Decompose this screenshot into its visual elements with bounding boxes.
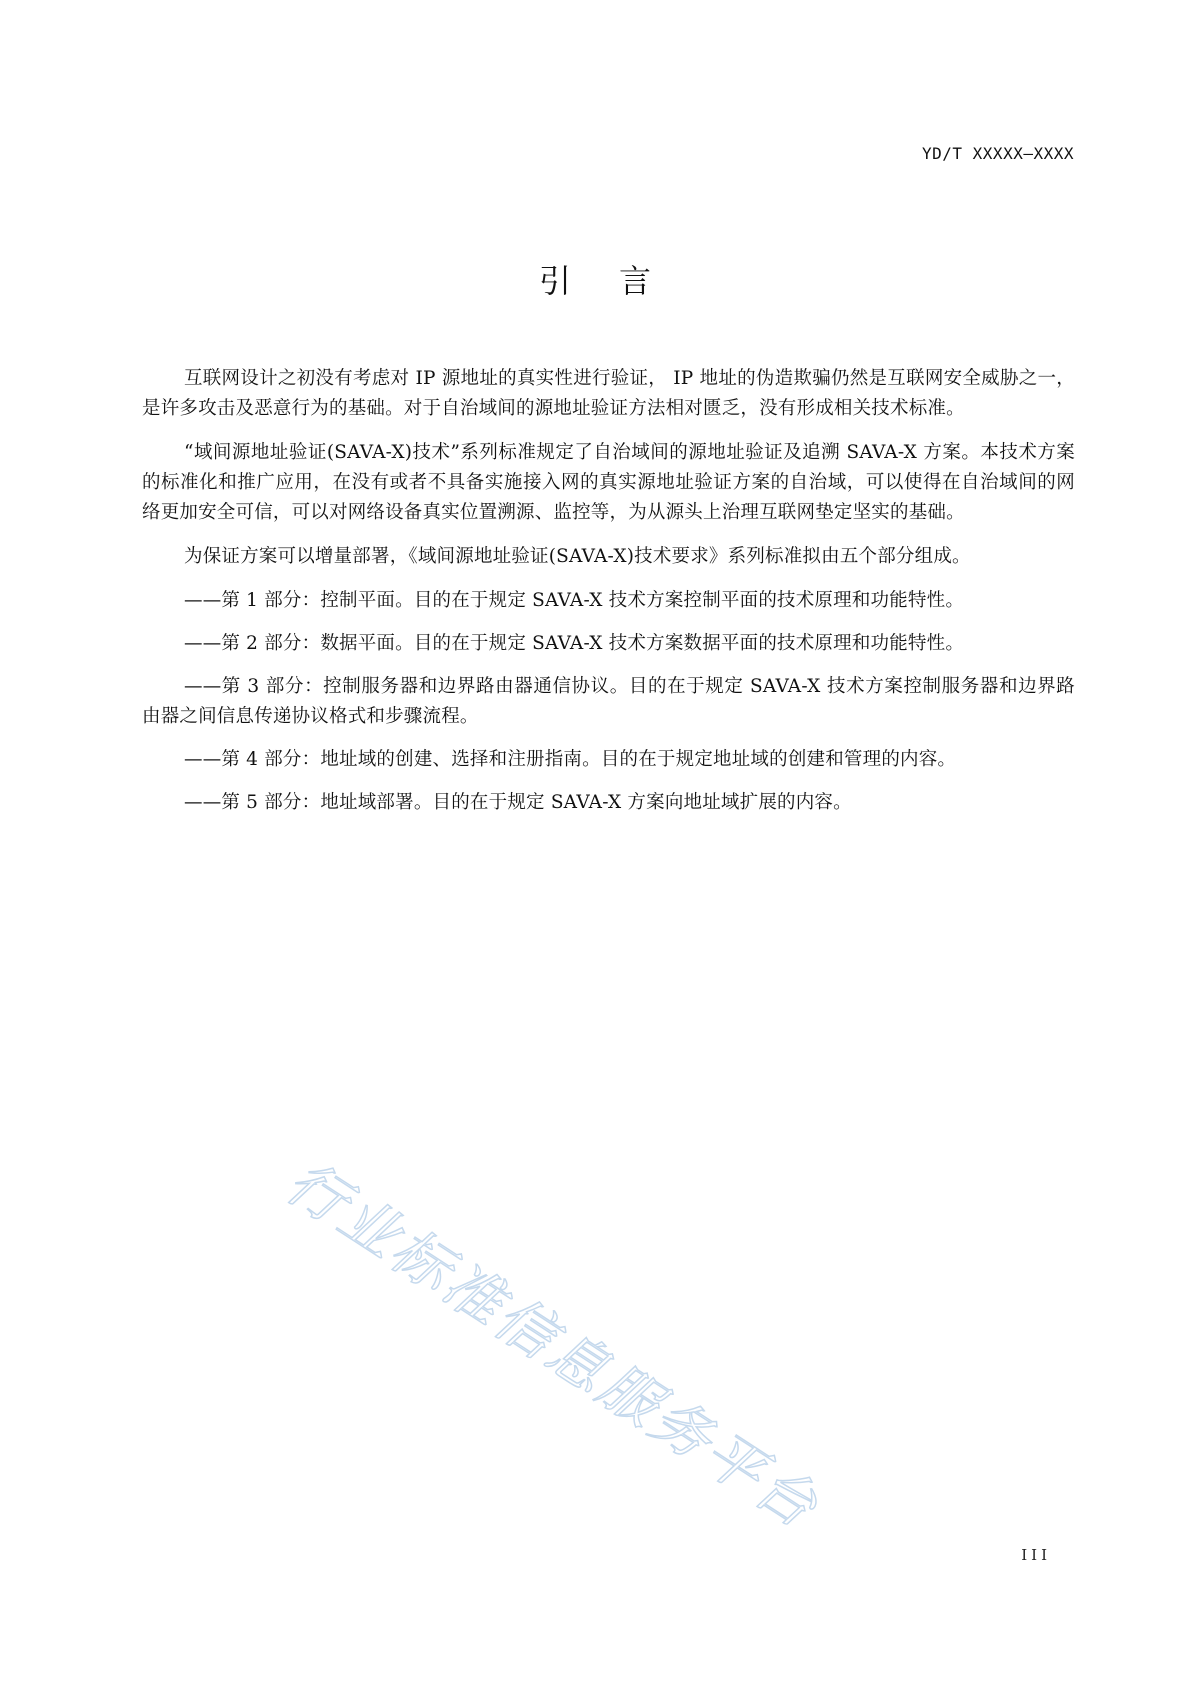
part-item-4: ——第 4 部分：地址域的创建、选择和注册指南。目的在于规定地址域的创建和管理的内容。 — [184, 749, 957, 770]
intro-paragraph-1: 互联网设计之初没有考虑对 IP 源地址的真实性进行验证， IP 地址的伪造欺骗仍然是互联网安全威胁之一，是许多攻击及恶意行为的基础。对于自治域间的源地址验证方法相对匮乏，没有形成相关技术标准。 — [142, 368, 1075, 419]
page-number: III — [1021, 1546, 1051, 1564]
part-item-5: ——第 5 部分：地址域部署。目的在于规定 SAVA-X 方案向地址域扩展的内容。 — [184, 792, 852, 813]
part-item-1: ——第 1 部分：控制平面。目的在于规定 SAVA-X 技术方案控制平面的技术原理和功能特性。 — [184, 590, 965, 611]
part-item-3: ——第 3 部分：控制服务器和边界路由器通信协议。目的在于规定 SAVA-X 技术方案控制服务器和边界路由器之间信息传递协议格式和步骤流程。 — [142, 676, 1075, 727]
intro-paragraph-2: “域间源地址验证(SAVA-X)技术”系列标准规定了自治域间的源地址验证及追溯 SAVA-X 方案。本技术方案的标准化和推广应用，在没有或者不具备实施接入网的真实源地址验证方案的自治域，可以使得在自治域间的网络更加安全可信，可以对网络设备真实位置溯源、监控等，为从源头上治理互联网垫定坚实的基础。 — [142, 442, 1075, 523]
part-item-2: ——第 2 部分：数据平面。目的在于规定 SAVA-X 技术方案数据平面的技术原理和功能特性。 — [184, 633, 965, 654]
intro-paragraph-3: 为保证方案可以增量部署，《域间源地址验证(SAVA-X)技术要求》系列标准拟由五个部分组成。 — [184, 546, 971, 567]
page-title: 引言 — [538, 262, 699, 300]
document-code: YD/T XXXXX—XXXX — [922, 144, 1074, 163]
watermark: 行业标准信息服务平台 — [274, 1147, 832, 1543]
introduction-body — [142, 364, 1075, 831]
